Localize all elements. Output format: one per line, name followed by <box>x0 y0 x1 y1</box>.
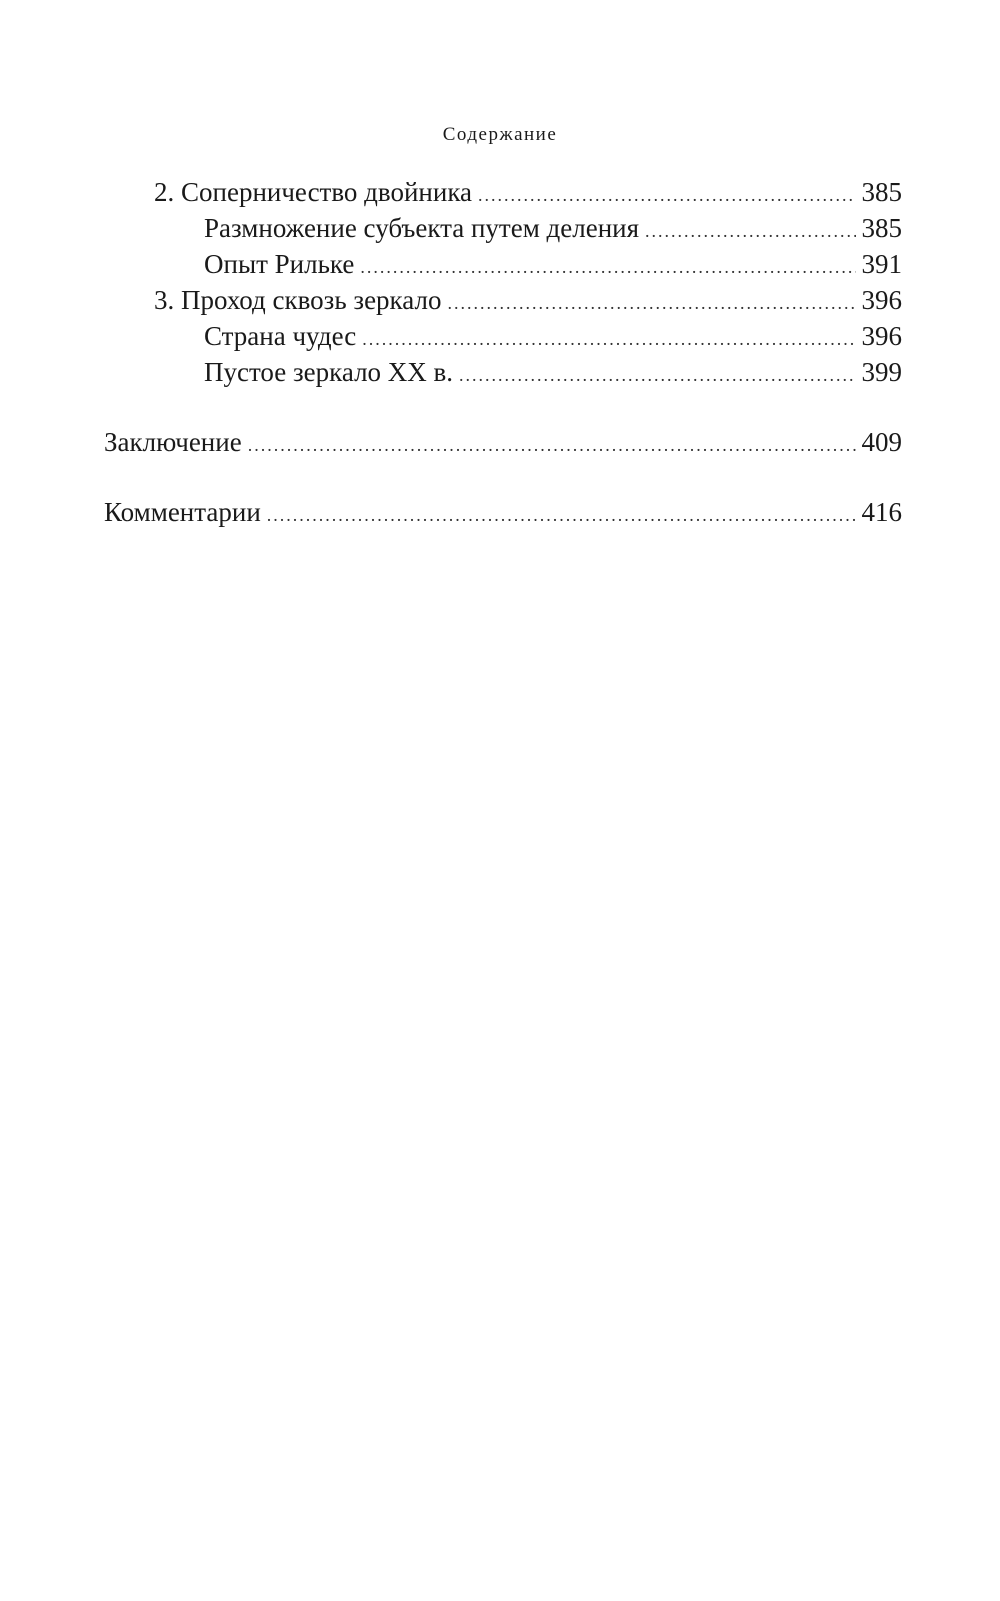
toc-entry-title: Страна чудес <box>204 321 357 351</box>
toc-entry-page: 385 <box>861 177 902 207</box>
toc-entry-title: 2. Соперничество двойника <box>154 177 473 207</box>
toc-entry-title: Опыт Рильке <box>204 249 355 279</box>
toc-entry <box>104 210 902 246</box>
dot-leader <box>478 177 855 210</box>
toc-entry-page: 396 <box>861 321 902 351</box>
dot-leader <box>645 213 855 246</box>
toc-entry-page: 399 <box>861 357 902 387</box>
toc-entry <box>104 494 902 530</box>
toc-entry <box>104 282 902 318</box>
toc-entry-title: Комментарии <box>104 497 261 527</box>
toc-entry <box>104 246 902 282</box>
toc-entry <box>104 424 902 460</box>
toc-entry-title: Размножение субъекта путем деления <box>204 213 640 243</box>
toc-entry <box>104 174 902 210</box>
dot-leader <box>459 357 855 390</box>
toc-entry-page: 416 <box>861 497 902 527</box>
toc-entry-title: Заключение <box>104 427 242 457</box>
toc-entry <box>104 354 902 390</box>
dot-leader <box>267 497 856 530</box>
table-of-contents <box>104 174 902 530</box>
running-head: Содержание <box>442 124 558 145</box>
toc-entry-page: 409 <box>861 427 902 457</box>
dot-leader <box>248 427 856 460</box>
dot-leader <box>447 285 855 318</box>
toc-entry-page: 396 <box>861 285 902 315</box>
dot-leader <box>362 321 855 354</box>
toc-entry-page: 385 <box>861 213 902 243</box>
toc-entry-title: 3. Проход сквозь зеркало <box>154 285 442 315</box>
toc-entry-title: Пустое зеркало XX в. <box>204 357 454 387</box>
toc-entry-page: 391 <box>861 249 902 279</box>
toc-entry <box>104 318 902 354</box>
dot-leader <box>360 249 855 282</box>
